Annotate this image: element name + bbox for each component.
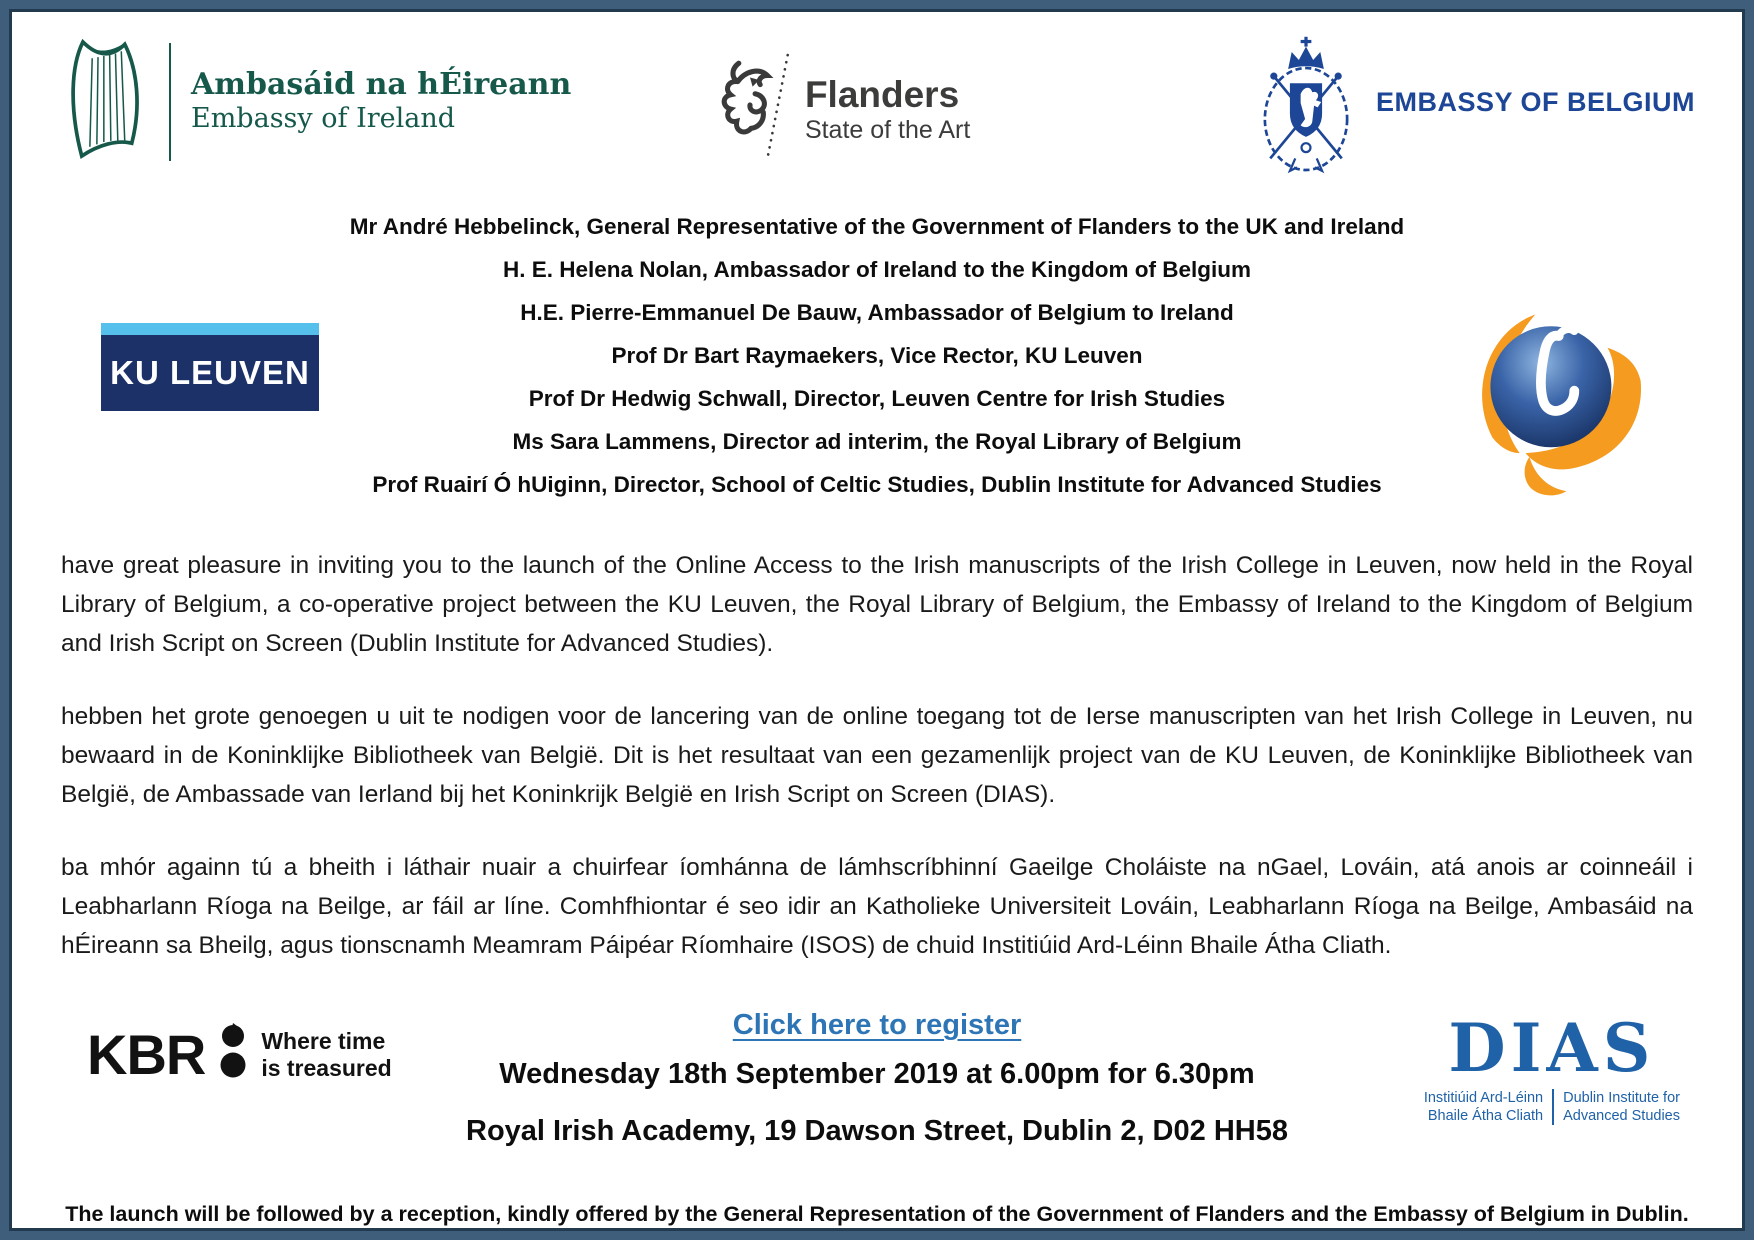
dias-irish-line1: Institiúid Ard-Léinn	[1423, 1090, 1544, 1106]
speaker-line: Prof Dr Hedwig Schwall, Director, Leuven Centre for Irish Studies	[528, 386, 1226, 411]
register-link[interactable]: Click here to register	[732, 1009, 1022, 1041]
isos-logo-icon	[1449, 297, 1645, 497]
speakers-section	[9, 205, 1745, 506]
event-details-section	[9, 965, 1745, 1233]
dias-english-line2: Advanced Studies	[1563, 1108, 1680, 1125]
embassy-of-ireland-logo	[61, 35, 571, 168]
kbr-tagline-line2: is treasured	[261, 1054, 392, 1081]
embassy-of-belgium-label: EMBASSY OF BELGIUM	[1375, 87, 1695, 117]
embassy-irish-name: Ambasáid na hÉireann	[191, 66, 572, 102]
kbr-logo	[87, 1021, 392, 1088]
belgium-coat-of-arms-icon	[1248, 35, 1364, 192]
embassy-of-belgium-logo	[1248, 35, 1695, 192]
event-datetime: Wednesday 18th September 2019 at 6.00pm for 6.30pm	[499, 1058, 1255, 1090]
kbr-wordmark: KBR	[87, 1023, 206, 1086]
speaker-line: Ms Sara Lammens, Director ad interim, the Royal Library of Belgium	[512, 429, 1242, 454]
paragraph-english: have great pleasure in inviting you to the launch of the Online Access to the Irish manuscripts of the Irish College in Leuven, now held in the Royal Library of Belgium, a co-operative project between the KU Leuven, the Royal Library of Belgium, the Embassy of Ireland to the Kingdom of Belgium and Irish Script on Screen (Dublin Institute for Advanced Studies).	[61, 552, 1693, 657]
dias-wordmark: DIAS	[1448, 1009, 1656, 1087]
header	[9, 9, 1745, 193]
flanders-logo	[699, 51, 970, 168]
speaker-line: Prof Dr Bart Raymaekers, Vice Rector, KU Leuven	[611, 343, 1143, 368]
embassy-english-name: Embassy of Ireland	[191, 103, 456, 135]
logo-divider	[169, 43, 171, 161]
irish-harp-icon	[61, 35, 149, 168]
speaker-line: H. E. Helena Nolan, Ambassador of Ireland to the Kingdom of Belgium	[503, 257, 1251, 282]
kbr-tagline-line1: Where time	[261, 1028, 386, 1055]
dias-logo	[1415, 1009, 1689, 1125]
flanders-tagline: State of the Art	[804, 116, 971, 145]
event-venue: Royal Irish Academy, 19 Dawson Street, Dublin 2, D02 HH58	[466, 1115, 1288, 1147]
ku-leuven-label: KU LEUVEN	[110, 354, 310, 391]
speaker-line: Mr André Hebbelinck, General Representative of the Government of Flanders to the UK and Ireland	[349, 214, 1405, 239]
speaker-line: Prof Ruairí Ó hUiginn, Director, School of Celtic Studies, Dublin Institute for Advanced Studies	[372, 472, 1382, 497]
paragraph-dutch: hebben het grote genoegen u uit te nodigen voor de lancering van de online toegang tot de Ierse manuscripten van het Irish College in Leuven, nu bewaard in de Koninklijke Bibliotheek van België. Dit is het resultaat van een gezamenlijk project van de KU Leuven, de Koninklijke Bibliotheek van België, de Ambassade van Ierland bij het Koninkrijk België en Irish Script on Screen (DIAS).	[61, 703, 1693, 808]
dias-irish-line2: Bhaile Átha Cliath	[1427, 1108, 1544, 1125]
kbr-hourglass-icon	[219, 1021, 247, 1088]
reception-note: The launch will be followed by a reception, kindly offered by the General Representation of the Government of Flanders and the Embassy of Belgium in Dublin.	[65, 1202, 1689, 1226]
paragraph-irish: ba mhór againn tú a bheith i láthair nuair a chuirfear íomhánna de lámhscríbhinní Gaeilge Choláiste na nGael, Lováin, atá anois ar coinneáil i Leabharlann Ríoga na Beilge, ar fáil ar líne. Comhfhiontar é seo idir an Katholieke Universiteit Lováin, Leabharlann Ríoga na Beilge, Ambasáid na hÉireann sa Bheilg, agus tionscnamh Meamram Páipéar Ríomhaire (ISOS) de chuid Institiúid Ard-Léinn Bhaile Átha Cliath.	[61, 854, 1693, 959]
flanders-lion-icon	[699, 51, 799, 168]
flanders-name: Flanders	[804, 73, 960, 115]
dias-english-line1: Dublin Institute for	[1563, 1090, 1680, 1106]
speaker-line: H.E. Pierre-Emmanuel De Bauw, Ambassador of Belgium to Ireland	[520, 300, 1234, 325]
ku-leuven-logo	[101, 323, 319, 411]
